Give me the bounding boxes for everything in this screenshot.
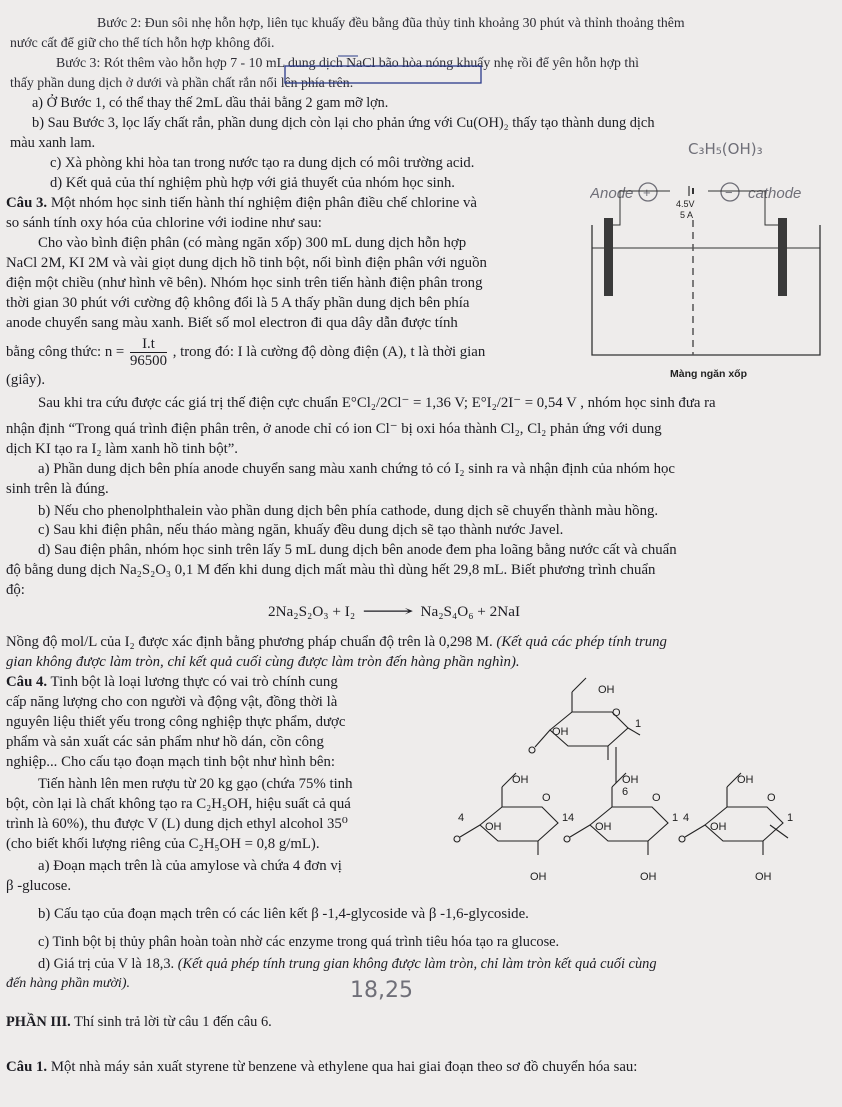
text-line <box>56 54 639 72</box>
text-line <box>38 857 342 875</box>
text-line <box>32 94 388 112</box>
structure-label: 1 <box>672 812 679 824</box>
line-text: gian không được làm tròn, chỉ kết quả cuối cùng được làm tròn đến hàng phần nghìn). <box>6 654 520 670</box>
text-line <box>50 174 455 192</box>
line-text: a) Đoạn mạch trên là của amylose và chứa 4 đơn vị <box>38 858 342 874</box>
line-text: trình là 60%), thu được V (L) dung dịch ethyl alcohol 35⁰ <box>6 816 348 832</box>
structure-label: O <box>542 792 551 804</box>
text-line <box>6 795 351 813</box>
text-line <box>6 733 324 751</box>
text-line <box>6 314 458 332</box>
handwritten-note: 18,25 <box>350 978 413 1003</box>
line-text: bột, còn lại là chất không tạo ra C₂H₅OH, hiệu suất cả quá <box>6 796 351 812</box>
text-line <box>6 1013 272 1031</box>
handwritten-note: C₃H₅(OH)₃ <box>688 140 763 158</box>
line-text: d) Giá trị của V là 18,3. <box>38 956 175 972</box>
text-line <box>6 753 335 771</box>
anode-handwritten-label: Anode <box>590 185 634 202</box>
structure-label: OH <box>530 871 547 883</box>
plus-sign: + <box>643 185 651 200</box>
structure-label: OH <box>640 871 657 883</box>
anode-electrode <box>604 218 613 296</box>
text-line <box>6 561 655 579</box>
text-line <box>38 905 529 923</box>
structure-label: OH <box>552 726 569 738</box>
text-line <box>6 815 348 833</box>
text-line <box>38 933 559 951</box>
text-line <box>6 713 345 731</box>
structure-label: OH <box>755 871 772 883</box>
text-line <box>6 371 45 389</box>
current-label: 5 A <box>680 210 694 220</box>
equation-arrow: ⟶ <box>361 603 414 620</box>
text-line <box>38 775 352 793</box>
line-text: (cho biết khối lượng riêng của C₂H₅OH = 0,8 g/mL). <box>6 836 320 852</box>
structure-label: OH <box>710 821 727 833</box>
line-text: cấp năng lượng cho con người và động vật, đồng thời là <box>6 694 338 710</box>
text-line <box>6 693 337 711</box>
line-text: b) Cấu tạo của đoạn mạch trên có các liên kết β -1,4-glycoside và β -1,6-glycoside. <box>38 906 529 922</box>
line-text: nhận định “Trong quá trình điện phân trên, ở anode chỉ có ion Cl⁻ bị oxi hóa thành Cl₂, Cl₂ phản ứng với dung <box>6 421 662 437</box>
text-line <box>6 294 469 312</box>
line-text: sinh trên là đúng. <box>6 481 109 497</box>
structure-label: 4 <box>568 812 575 824</box>
text-line <box>6 633 667 651</box>
line-text: điện một chiều (như hình vẽ bên). Nhóm học sinh trên tiến hành điện phân trong <box>6 275 483 291</box>
line-text: Tiến hành lên men rượu từ 20 kg gạo (chứa 75% tinh <box>38 776 353 792</box>
cathode-handwritten-label: cathode <box>748 185 802 202</box>
text-line <box>6 420 662 438</box>
text-line <box>38 955 657 973</box>
line-text: b) Nếu cho phenolphthalein vào phần dung dịch bên phía cathode, dung dịch sẽ chuyển thành màu hồng. <box>38 503 659 519</box>
structure-label: 1 <box>562 812 569 824</box>
text-line <box>38 521 563 539</box>
text-line <box>6 975 130 993</box>
line-text: Tinh bột là loại lương thực có vai trò chính cung <box>47 674 338 690</box>
line-text: nước cất để giữ cho thể tích hỗn hợp không đổi. <box>10 35 275 50</box>
text-line <box>32 114 655 132</box>
text-line <box>6 274 482 292</box>
text-line <box>38 394 716 412</box>
line-text: c) Tinh bột bị thủy phân hoàn toàn nhờ các enzyme trong quá trình tiêu hóa tạo ra glucose. <box>38 934 560 950</box>
structure-label: OH <box>598 684 615 696</box>
structure-label: 4 <box>683 812 690 824</box>
text-line <box>38 460 675 478</box>
line-text: đến hàng phần mười). <box>6 976 130 991</box>
text-line <box>10 34 274 52</box>
italic-note: (Kết quả phép tính trung gian không được làm tròn, chỉ làm tròn kết quả cuối cùng <box>174 956 657 972</box>
text-line <box>97 14 685 32</box>
line-text: b) Sau Bước 3, lọc lấy chất rắn, phần dung dịch còn lại cho phản ứng với Cu(OH)₂ thấy tạo thành dung dịch <box>32 115 655 131</box>
text-line <box>50 154 474 172</box>
line-text: (giây). <box>6 372 46 388</box>
formula-line <box>6 335 485 369</box>
text-line <box>6 194 477 212</box>
structure-label: OH <box>595 821 612 833</box>
line-text: phẩm và sản xuất các sản phẩm như hồ dán, cồn công <box>6 734 324 750</box>
text-line <box>38 234 466 252</box>
equation-left: 2Na₂S₂O₃ + I₂ <box>268 603 356 620</box>
line-text: thời gian 30 phút với cường độ không đổi là 5 A thấy phần dung dịch bên phía <box>6 295 470 311</box>
line-text: anode chuyển sang màu xanh. Biết số mol electron đi qua dây dẫn được tính <box>6 315 458 331</box>
membrane-caption: Màng ngăn xốp <box>670 368 747 380</box>
line-text: Bước 2: Đun sôi nhẹ hỗn hợp, liên tục khuấy đều bằng đũa thủy tinh khoảng 30 phút và thỉnh thoảng thêm <box>97 15 685 30</box>
structure-label: OH <box>485 821 502 833</box>
text-line <box>6 1058 637 1076</box>
structure-label: 1 <box>635 718 642 730</box>
line-text: a) Ở Bước 1, có thể thay thế 2mL dầu thải bằng 2 gam mỡ lợn. <box>32 95 389 111</box>
structure-label: OH <box>737 774 754 786</box>
line-text: d) Kết quả của thí nghiệm phù hợp với giả thuyết của nhóm học sinh. <box>50 175 455 191</box>
line-text: a) Phần dung dịch bên phía anode chuyển sang màu xanh chứng tỏ có I₂ sinh ra và nhận định của nhóm học <box>38 461 675 477</box>
minus-sign: − <box>725 185 733 200</box>
line-text: nghiệp... Cho cấu tạo đoạn mạch tinh bột như hình bên: <box>6 754 335 770</box>
formula-denominator: 96500 <box>129 353 167 370</box>
italic-note: (Kết quả các phép tính trung <box>492 634 667 650</box>
voltage-label: 4.5V <box>676 199 695 209</box>
cathode-electrode <box>778 218 787 296</box>
structure-label: OH <box>622 774 639 786</box>
text-line <box>6 581 25 599</box>
line-text: Một nhà máy sản xuất styrene từ benzene và ethylene qua hai giai đoạn theo sơ đồ chuyển hóa sau: <box>47 1059 638 1075</box>
line-text: d) Sau điện phân, nhóm học sinh trên lấy 5 mL dung dịch bên anode đem pha loãng bằng nước cất và chuẩn <box>38 542 677 558</box>
titration-equation <box>268 603 520 621</box>
structure-label: OH <box>512 774 529 786</box>
text-line <box>38 502 658 520</box>
question-number: Câu 1. <box>6 1059 48 1075</box>
line-text: so sánh tính oxy hóa của chlorine với iodine như sau: <box>6 215 322 231</box>
equation-right: Na₂S₄O₆ + 2NaI <box>420 603 521 620</box>
line-text: thấy phần dung dịch ở dưới và phần chất rắn nổi lên phía trên. <box>10 75 354 90</box>
ch2oh-bond <box>572 678 586 692</box>
line-text: Thí sinh trả lời từ câu 1 đến câu 6. <box>70 1014 272 1030</box>
line-text: độ: <box>6 582 25 598</box>
line-text: Sau khi tra cứu được các giá trị thế điện cực chuẩn E°Cl₂/2Cl⁻ = 1,36 V; E°I₂/2I⁻ = 0,54 V , nhóm học sinh đưa ra <box>38 395 716 411</box>
formula-fraction <box>130 336 167 369</box>
text-line <box>6 214 322 232</box>
text-line <box>38 541 677 559</box>
line-text: độ bằng dung dịch Na₂S₂O₃ 0,1 M đến khi dung dịch mất màu thì dùng hết 29,8 mL. Biết phương trình chuẩn <box>6 562 656 578</box>
line-text: β -glucose. <box>6 878 72 894</box>
question-number: Câu 4. <box>6 674 48 690</box>
formula-suffix: , trong đó: I là cường độ dòng điện (A), t là thời gian <box>172 344 486 360</box>
line-text: Cho vào bình điện phân (có màng ngăn xốp) 300 mL dung dịch hỗn hợp <box>38 235 467 251</box>
text-line <box>6 440 238 458</box>
line-text: màu xanh lam. <box>10 135 96 151</box>
structure-label: O <box>612 707 621 719</box>
text-line <box>6 673 338 691</box>
text-line <box>6 480 109 498</box>
text-line <box>6 254 487 272</box>
text-line <box>10 74 353 92</box>
line-text: nguyên liệu thiết yếu trong công nghiệp thực phẩm, dược <box>6 714 346 730</box>
line-text: c) Sau khi điện phân, nếu tháo màng ngăn, khuấy đều dung dịch sẽ tạo thành nước Javel. <box>38 522 564 538</box>
line-text: Bước 3: Rót thêm vào hỗn hợp 7 - 10 mL dung dịch NaCl bão hòa nóng khuấy nhẹ rồi để yên hỗn hợp thì <box>56 55 639 70</box>
structure-label: 6 <box>622 786 629 798</box>
structure-label: 1 <box>787 812 794 824</box>
formula-prefix: bằng công thức: n = <box>6 344 125 360</box>
line-text: c) Xà phòng khi hòa tan trong nước tạo ra dung dịch có môi trường acid. <box>50 155 475 171</box>
structure-label: 4 <box>458 812 465 824</box>
line-text: Một nhóm học sinh tiến hành thí nghiệm điện phân điều chế chlorine và <box>47 195 477 211</box>
text-line <box>10 134 95 152</box>
structure-label: O <box>767 792 776 804</box>
question-number: PHẦN III. <box>6 1014 71 1030</box>
starch-structure <box>440 675 800 890</box>
structure-label: O <box>652 792 661 804</box>
question-number: Câu 3. <box>6 195 48 211</box>
text-line <box>6 877 71 895</box>
text-line <box>6 835 320 853</box>
electrolysis-diagram <box>590 180 830 380</box>
line-text: dịch KI tạo ra I₂ làm xanh hồ tinh bột”. <box>6 441 238 457</box>
line-text: NaCl 2M, KI 2M và vài giọt dung dịch hồ tinh bột, nối bình điện phân với nguồn <box>6 255 487 271</box>
text-line <box>6 653 520 671</box>
line-text: Nồng độ mol/L của I₂ được xác định bằng phương pháp chuẩn độ trên là 0,298 M. <box>6 634 493 650</box>
formula-numerator: I.t <box>130 336 167 353</box>
